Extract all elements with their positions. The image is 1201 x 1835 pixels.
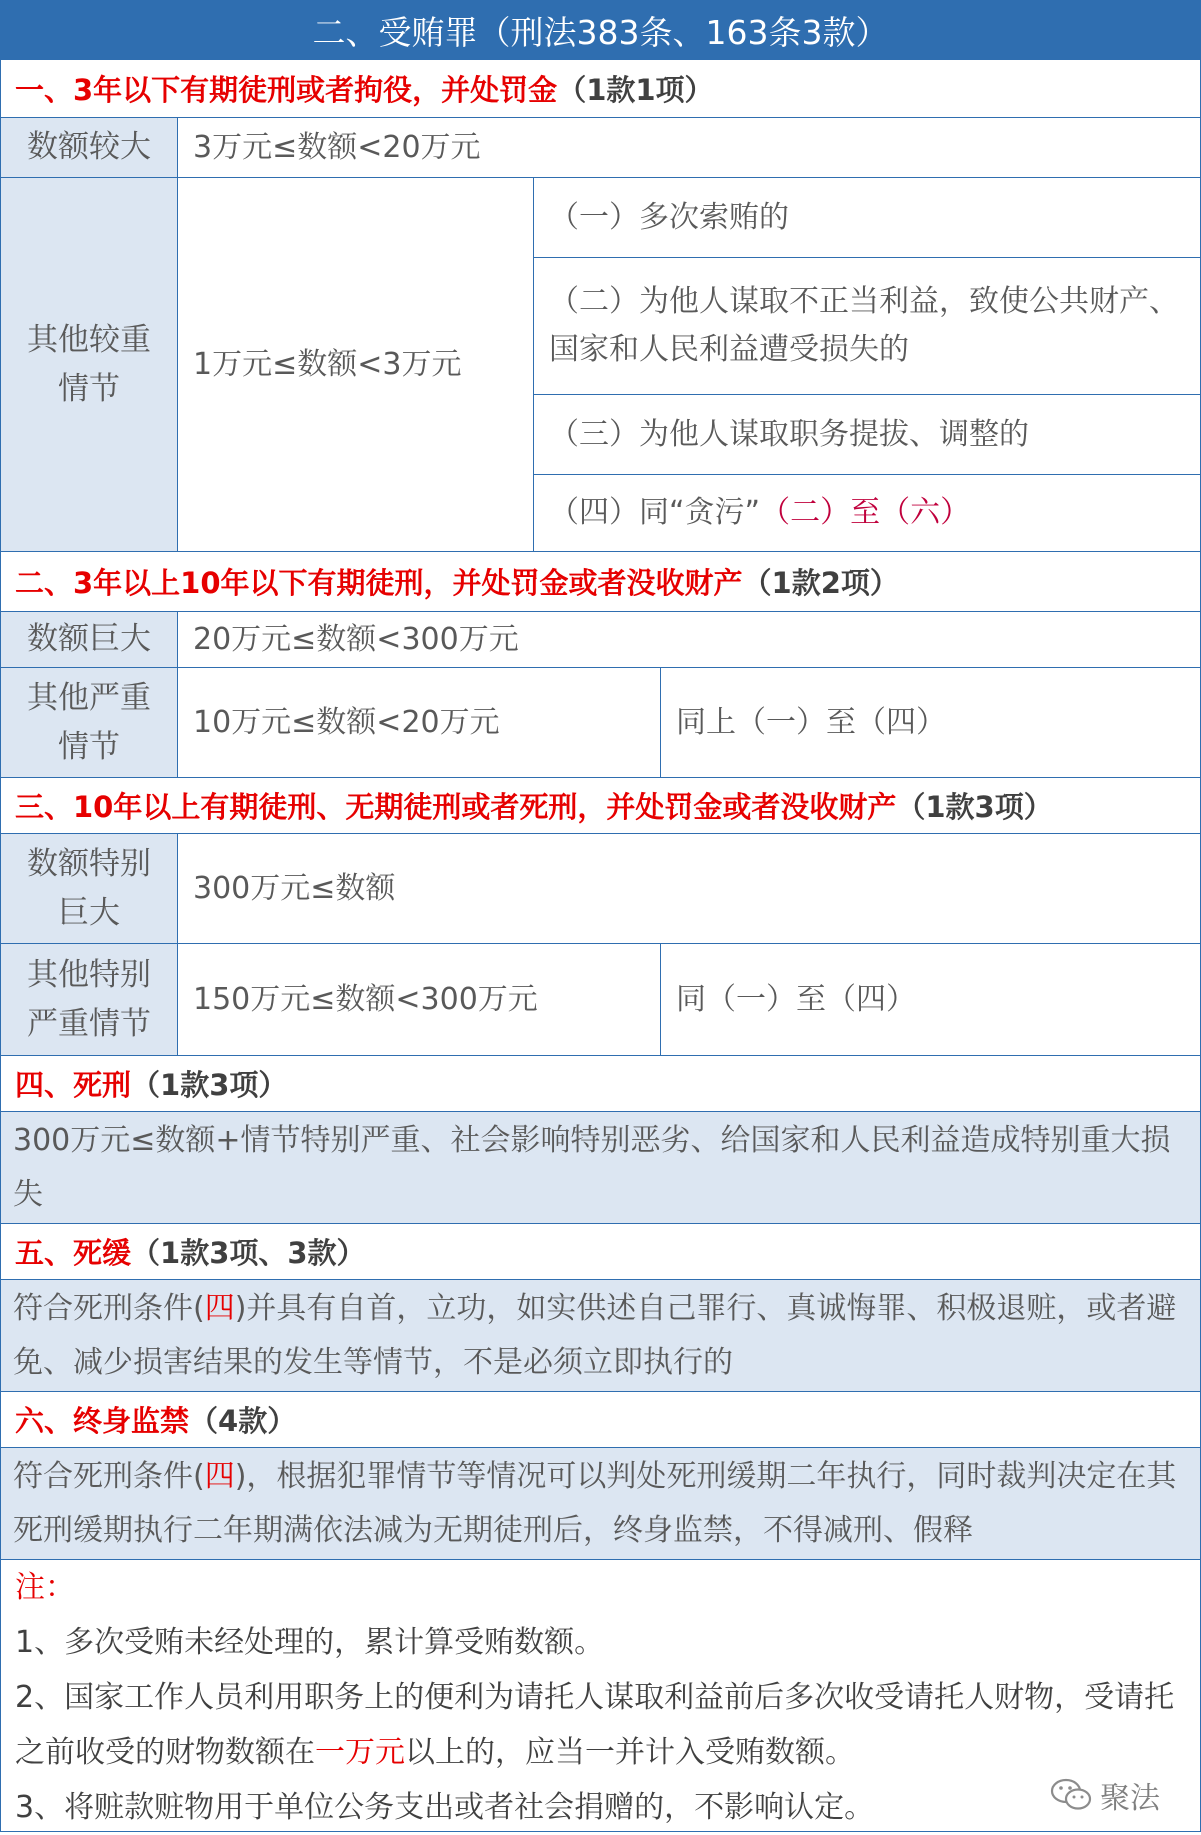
- section-1-heading: [1, 60, 1200, 118]
- note-2-text: 2、国家工作人员利用职务上的便利为请托人谋取利益前后多次收受请托人财物，受请托之前收受的财物数额在: [15, 1680, 1175, 1770]
- note-3: 3、将赃款赃物用于单位公务支出或者社会捐赠的，不影响认定。: [15, 1790, 875, 1825]
- section-4-heading: [1, 1056, 1200, 1112]
- t1-item-3: （三）为他人谋取职务提拔、调整的: [534, 395, 1200, 475]
- t1-item-2: （二）为他人谋取不正当利益，致使公共财产、国家和人民利益遭受损失的: [534, 258, 1200, 395]
- t1-item-1: （一）多次索贿的: [534, 178, 1200, 258]
- t1-range-other-circumstances: 1万元≤数额<3万元: [178, 178, 534, 552]
- wechat-icon: [1050, 1777, 1092, 1813]
- watermark: [1050, 1773, 1160, 1817]
- death-penalty-condition: 300万元≤数额+情节特别严重、社会影响特别恶劣、给国家和人民利益造成特别重大损失: [1, 1112, 1200, 1224]
- t1-item-4-reference: （二）至（六）: [760, 495, 971, 530]
- section-6-penalty: 六、终身监禁: [15, 1404, 190, 1438]
- section-6-heading: [1, 1392, 1200, 1448]
- table-title: 二、受贿罪（刑法383条、163条3款）: [1, 0, 1200, 60]
- t2-label-serious-circumstances: 其他严重情节: [1, 668, 178, 778]
- reprieve-prefix: 符合死刑条件(: [13, 1290, 205, 1326]
- section-1-article: （1款1项）: [557, 73, 714, 107]
- section-5-article: （1款3项、3款）: [131, 1236, 366, 1270]
- section-4-penalty: 四、死刑: [15, 1068, 132, 1102]
- life-prefix: 符合死刑条件(: [13, 1458, 205, 1494]
- t3-range-especially-huge-amount: 300万元≤数额: [178, 834, 1200, 944]
- section-3-article: （1款3项）: [896, 790, 1053, 824]
- section-5-penalty: 五、死缓: [15, 1236, 132, 1270]
- t3-range-especially-serious-circumstances: 150万元≤数额<300万元: [178, 944, 661, 1056]
- life-imprisonment-condition: [1, 1448, 1200, 1560]
- reprieve-text: )并具有自首，立功，如实供述自己罪行、真诚悔罪、积极退赃，或者避免、减少损害结果的发生等情节，不是必须立即执行的: [13, 1290, 1177, 1380]
- t1-range-large-amount: 3万元≤数额<20万元: [178, 118, 1200, 178]
- section-2-penalty: 二、3年以上10年以下有期徒刑，并处罚金或者没收财产: [15, 566, 743, 600]
- reprieve-reference: 四: [204, 1290, 235, 1326]
- notes: [1, 1560, 1200, 1835]
- section-4-article: （1款3项）: [131, 1068, 288, 1102]
- t2-range-huge-amount: 20万元≤数额<300万元: [178, 612, 1200, 668]
- note-2: [15, 1670, 1186, 1780]
- t3-label-especially-serious-circumstances: 其他特别严重情节: [1, 944, 178, 1056]
- section-6-article: （4款）: [189, 1404, 297, 1438]
- t1-label-other-circumstances: 其他较重情节: [1, 178, 178, 552]
- section-3-penalty: 三、10年以上有期徒刑、无期徒刑或者死刑，并处罚金或者没收财产: [15, 790, 897, 824]
- section-5-heading: [1, 1224, 1200, 1280]
- t2-reference: 同上（一）至（四）: [661, 668, 1200, 778]
- life-text: )，根据犯罪情节等情况可以判处死刑缓期二年执行，同时裁判决定在其死刑缓期执行二年期满依法减为无期徒刑后，终身监禁，不得减刑、假释: [13, 1458, 1177, 1548]
- t1-item-4: [534, 475, 1200, 552]
- t3-reference: 同（一）至（四）: [661, 944, 1200, 1056]
- t1-label-large-amount: 数额较大: [1, 118, 178, 178]
- section-2-article: （1款2项）: [742, 566, 899, 600]
- note-1: 1、多次受贿未经处理的，累计算受贿数额。: [15, 1625, 605, 1660]
- section-3-heading: [1, 778, 1200, 834]
- life-reference: 四: [204, 1458, 235, 1494]
- section-1-penalty: 一、3年以下有期徒刑或者拘役，并处罚金: [15, 73, 558, 107]
- reprieve-condition: [1, 1280, 1200, 1392]
- t2-label-huge-amount: 数额巨大: [1, 612, 178, 668]
- t3-label-especially-huge-amount: 数额特别巨大: [1, 834, 178, 944]
- t1-item-4-text: （四）同“贪污”: [549, 495, 761, 530]
- watermark-text: 聚法: [1100, 1781, 1160, 1816]
- note-2-tail: 以上的，应当一并计入受贿数额。: [405, 1735, 855, 1770]
- t2-range-serious-circumstances: 10万元≤数额<20万元: [178, 668, 661, 778]
- section-2-heading: [1, 552, 1200, 612]
- note-2-amount: 一万元: [315, 1735, 405, 1770]
- notes-heading: 注：: [15, 1570, 75, 1605]
